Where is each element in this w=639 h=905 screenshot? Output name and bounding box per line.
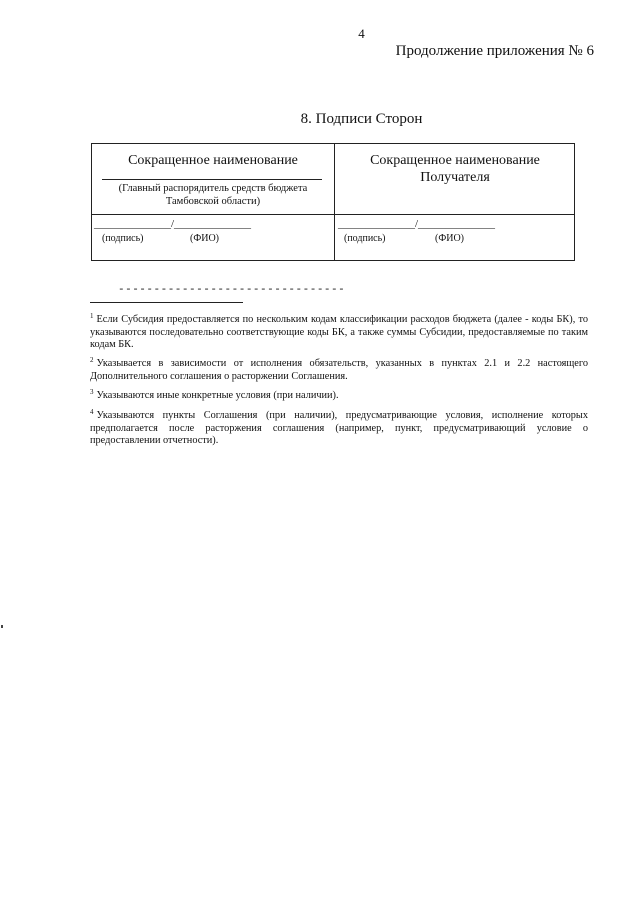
footnote-1 bbox=[90, 310, 588, 352]
left-party-note-line1: (Главный распорядитель средств бюджета bbox=[118, 183, 308, 194]
right-signature-line: ______________/______________ bbox=[338, 218, 496, 230]
right-party-title-line1: Сокращенное наименование bbox=[370, 153, 540, 168]
left-signature-caption: (подпись) bbox=[102, 233, 144, 244]
footnote-3 bbox=[90, 386, 588, 403]
signatures-table bbox=[91, 143, 575, 261]
left-signature-line: ______________/______________ bbox=[94, 218, 252, 230]
section-title: 8. Подписи Сторон bbox=[300, 111, 423, 127]
footnote-mark: 3 bbox=[90, 388, 94, 396]
page-number: 4 bbox=[358, 26, 365, 41]
footnote-text: Указываются иные конкретные условия (при наличии). bbox=[96, 390, 339, 401]
scan-edge-mark bbox=[1, 625, 3, 628]
footnote-rule bbox=[90, 302, 243, 303]
dash-separator: -------------------------------- bbox=[118, 284, 346, 296]
left-party-note-line2: Тамбовской области) bbox=[165, 196, 261, 207]
right-party-title-line2: Получателя bbox=[420, 170, 490, 185]
right-name-caption: (ФИО) bbox=[435, 233, 465, 244]
footnote-2 bbox=[90, 354, 588, 383]
footnote-mark: 4 bbox=[90, 408, 94, 416]
footnote-text: Указывается в зависимости от исполнения обязательств, указанных в пунктах 2.1 и 2.2 настоящего Дополнительного соглашения о расторжении Соглашения. bbox=[90, 358, 588, 382]
right-signature-caption: (подпись) bbox=[344, 233, 386, 244]
table-row-divider bbox=[92, 214, 574, 215]
footnote-mark: 2 bbox=[90, 356, 94, 364]
footnote-mark: 1 bbox=[90, 312, 94, 320]
footnote-text: Указываются пункты Соглашения (при наличии), предусматривающие условия, исполнение которых предполагается после расторжения соглашения (например, пункт, предусматривающий условие о предоставлении отчетности). bbox=[90, 410, 588, 446]
left-name-caption: (ФИО) bbox=[190, 233, 220, 244]
footnote-4 bbox=[90, 406, 588, 448]
appendix-header: Продолжение приложения № 6 bbox=[395, 43, 594, 59]
footnote-text: Если Субсидия предоставляется по нескольким кодам классификации расходов бюджета (далее - коды БК), то указываются последовательно соответствующие коды БК, а также суммы Субсидии, предоставляемые по таким кодам БК. bbox=[90, 314, 588, 350]
left-party-name-underline bbox=[102, 179, 322, 180]
left-party-title: Сокращенное наименование bbox=[128, 153, 298, 168]
